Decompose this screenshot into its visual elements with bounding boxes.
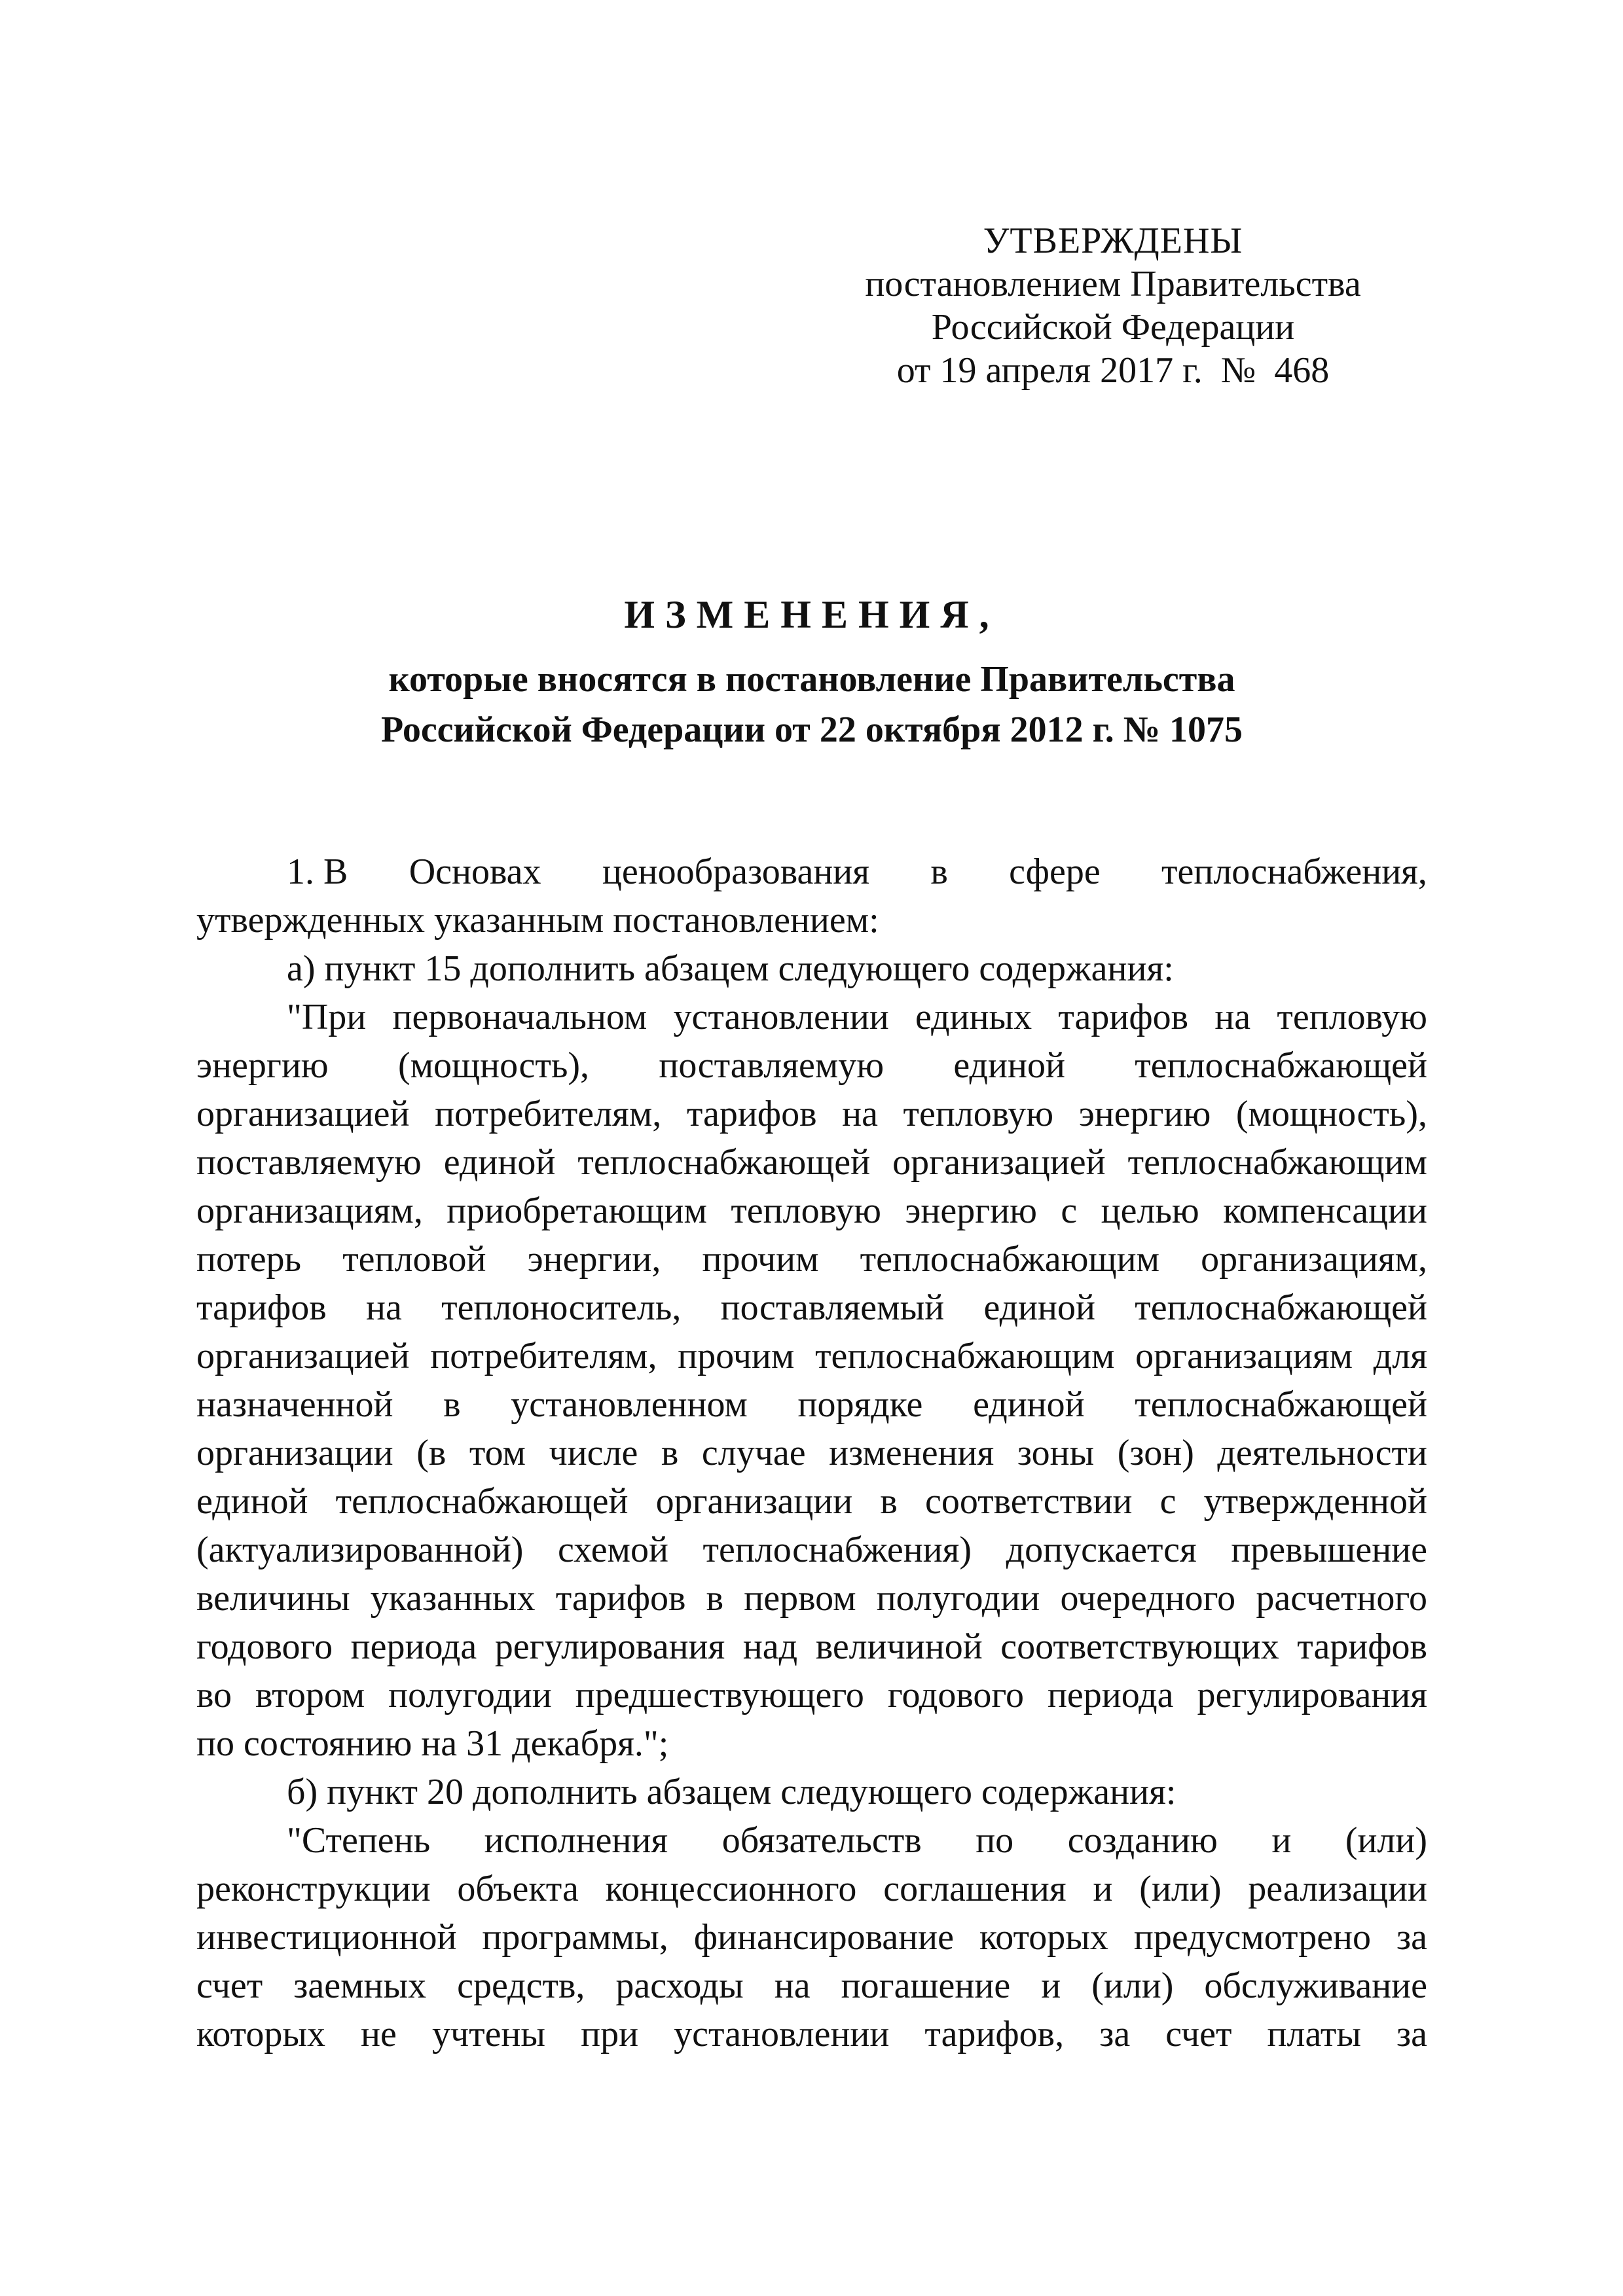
approval-line-3: Российской Федерации [931,307,1295,348]
quote-b-line: которых не учтены при установлении тарифов, за счет платы за [196,2014,1427,2054]
document-subtitle [196,655,1427,755]
item-1-word: сфере [1009,852,1101,892]
quote-a-line: назначенной в установленном порядке единой теплоснабжающей [196,1384,1427,1425]
item-1-word: теплоснабжения, [1161,852,1427,892]
quote-a-line: организации (в том числе в случае изменения зоны (зон) деятельности [196,1433,1427,1473]
quote-a-line: поставляемую единой теплоснабжающей организацией теплоснабжающим [196,1142,1427,1183]
quote-a-line: "При первоначальном установлении единых тарифов на тепловую [287,997,1427,1037]
quote-a-line: организациям, приобретающим тепловую энергию с целью компенсации [196,1191,1427,1231]
item-1-word: Основах [409,852,541,892]
approval-date-number: от 19 апреля 2017 г. № 468 [896,350,1330,391]
document-body [196,848,1427,2058]
item-1-word: ценообразования [602,852,870,892]
quote-a-line: организацией потребителям, прочим теплоснабжающим организациям для [196,1336,1427,1376]
quote-b-line: инвестиционной программы, финансирование которых предусмотрено за [196,1917,1427,1958]
subitem-a: а) пункт 15 дополнить абзацем следующего содержания: [287,948,1174,989]
quote-a-line: по состоянию на 31 декабря."; [196,1723,669,1764]
item-1-word: 1. В [287,852,348,892]
quote-a-line: энергию (мощность), поставляемую единой теплоснабжающей [196,1045,1427,1086]
quote-a [196,993,1427,1768]
item-1-second-line: утвержденных указанным постановлением: [196,900,879,941]
quote-b [196,1816,1427,2058]
subtitle-line-1: которые вносятся в постановление Правительства [388,659,1235,700]
quote-a-line: единой теплоснабжающей организации в соответствии с утвержденной [196,1481,1427,1522]
quote-a-line: организацией потребителям, тарифов на тепловую энергию (мощность), [196,1094,1427,1134]
quote-a-line: тарифов на теплоноситель, поставляемый единой теплоснабжающей [196,1287,1427,1328]
quote-b-line: счет заемных средств, расходы на погашение и (или) обслуживание [196,1965,1427,2006]
document-title: ИЗМЕНЕНИЯ, [624,593,1000,636]
quote-b-line: реконструкции объекта концессионного соглашения и (или) реализации [196,1869,1427,1909]
quote-b-line: "Степень исполнения обязательств по созданию и (или) [287,1820,1427,1861]
approval-heading: УТВЕРЖДЕНЫ [983,221,1243,261]
subitem-b: б) пункт 20 дополнить абзацем следующего содержания: [287,1772,1176,1812]
quote-a-line: (актуализированной) схемой теплоснабжения) допускается превышение [196,1530,1427,1570]
item-1-word: в [930,852,948,892]
quote-a-line: величины указанных тарифов в первом полугодии очередного расчетного [196,1578,1427,1619]
quote-a-line: во втором полугодии предшествующего годового периода регулирования [196,1675,1427,1715]
quote-a-line: годового периода регулирования над величиной соответствующих тарифов [196,1626,1427,1667]
subtitle-line-2: Российской Федерации от 22 октября 2012 г. № 1075 [381,709,1243,750]
item-1-first-line [196,848,1427,896]
quote-a-line: потерь тепловой энергии, прочим теплоснабжающим организациям, [196,1239,1427,1280]
approval-line-2: постановлением Правительства [865,264,1361,304]
approval-stamp [851,219,1375,392]
